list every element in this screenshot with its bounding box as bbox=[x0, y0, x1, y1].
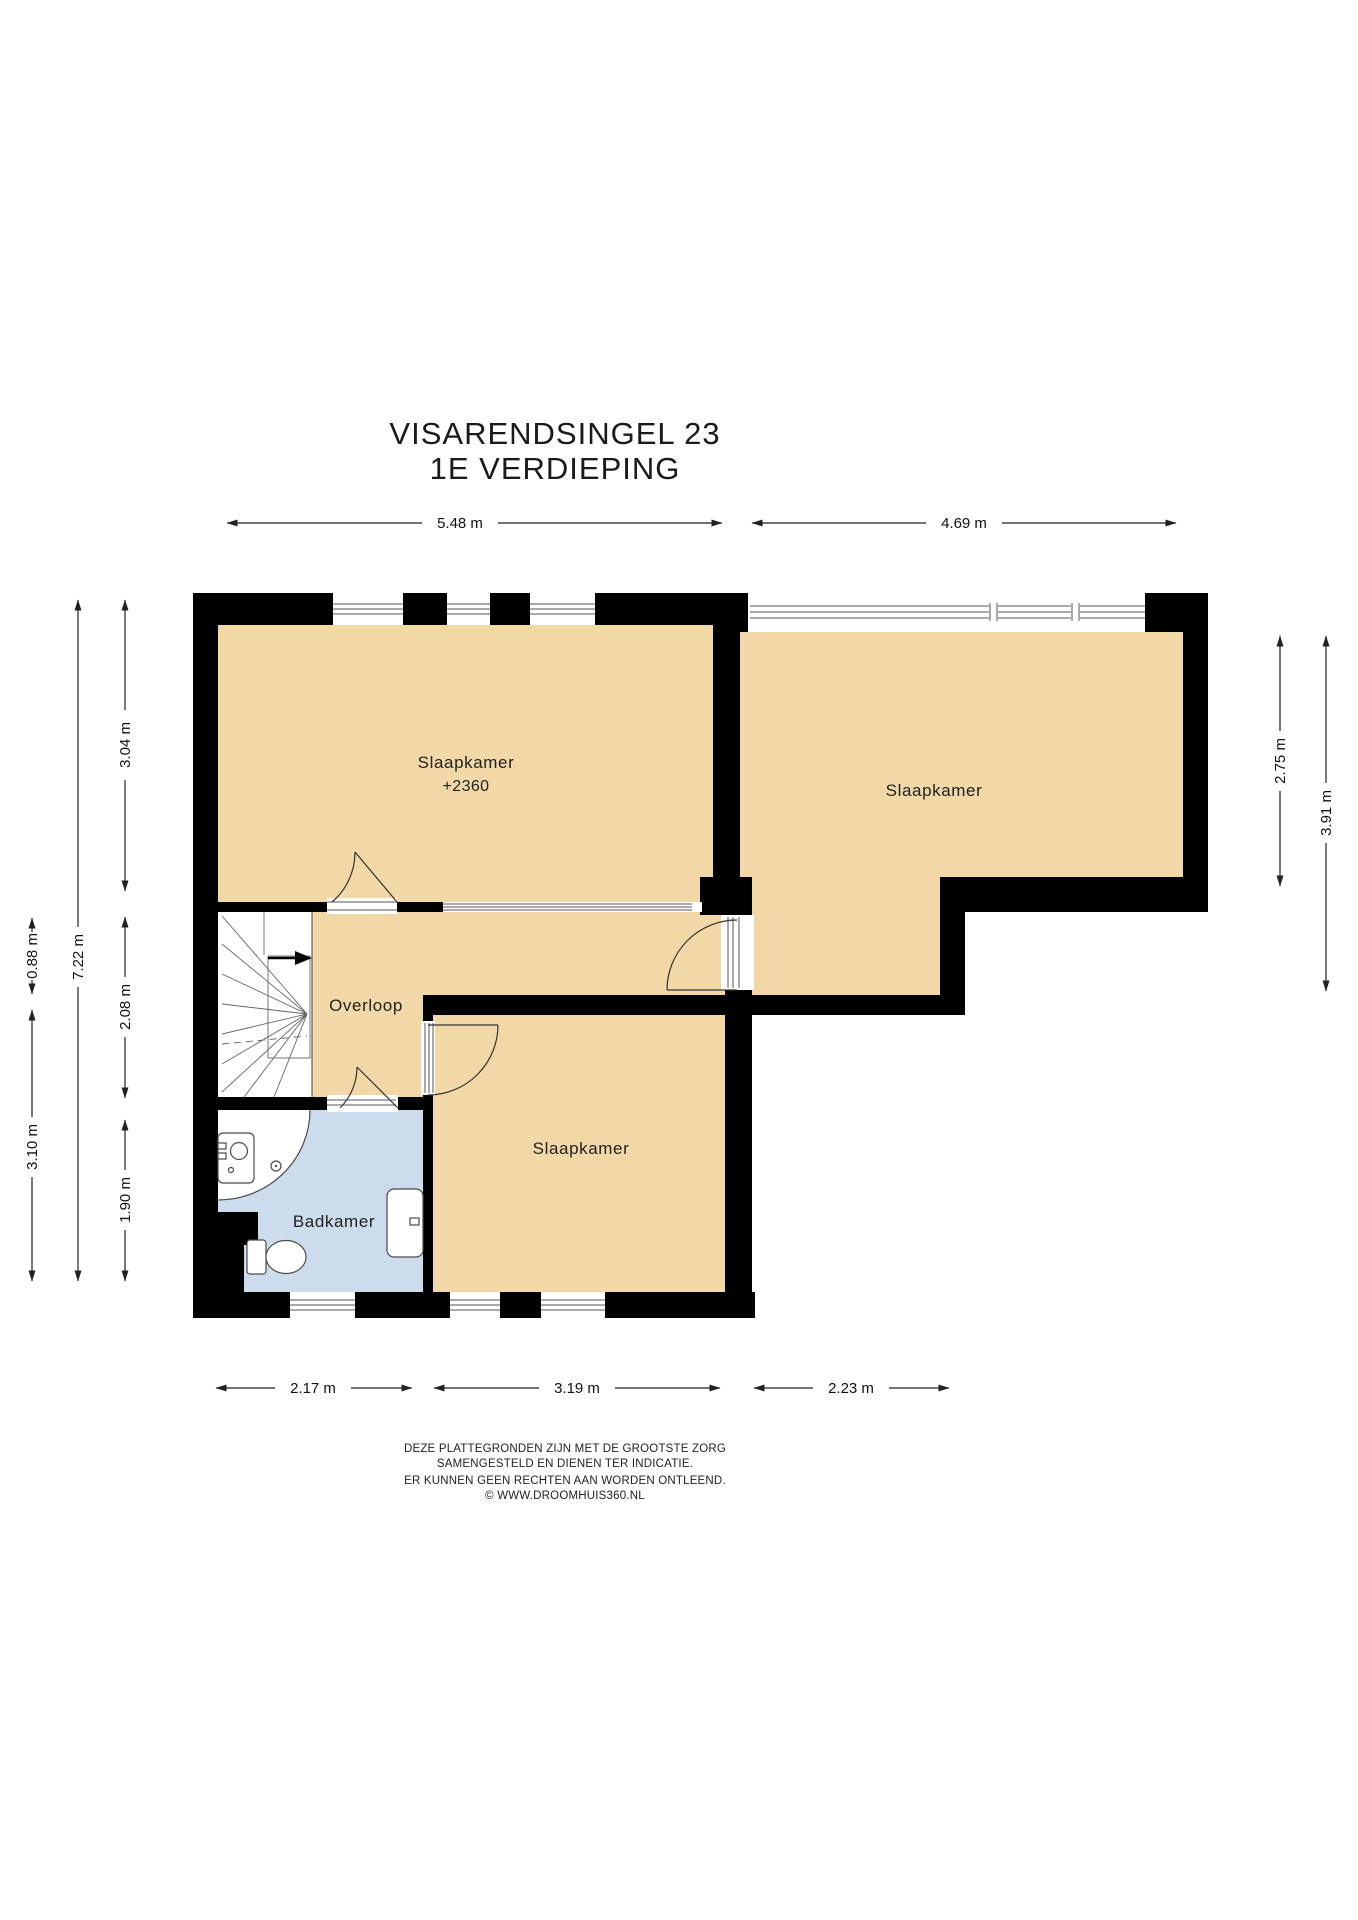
footer-line-3: ER KUNNEN GEEN RECHTEN AAN WORDEN ONTLEEND. bbox=[404, 1475, 726, 1487]
wall-divider-bedrooms bbox=[713, 593, 740, 877]
dimensions-bottom bbox=[216, 1380, 949, 1397]
sink-bowl bbox=[231, 1143, 248, 1160]
wall-step-horizontal bbox=[940, 877, 1208, 912]
room-label-bedroom-top-left: Slaapkamer bbox=[417, 753, 515, 772]
door-opening bbox=[721, 915, 754, 990]
plan-subtitle: 1E VERDIEPING bbox=[429, 451, 681, 486]
dim-left-088: 0.88 m bbox=[24, 933, 41, 979]
radiator-valve bbox=[410, 1218, 419, 1225]
room-label-bathroom: Badkamer bbox=[292, 1212, 376, 1231]
footer-line-2: SAMENGESTELD EN DIENEN TER INDICATIE. bbox=[436, 1458, 694, 1470]
dim-top-left: 5.48 m bbox=[437, 515, 483, 532]
footer-line-1: DEZE PLATTEGRONDEN ZIJN MET DE GROOTSTE ZORG bbox=[403, 1443, 727, 1455]
room-label-bedroom-top-right: Slaapkamer bbox=[885, 781, 983, 800]
door-opening bbox=[327, 898, 397, 914]
dim-bottom-2: 3.19 m bbox=[554, 1380, 600, 1397]
sink-tap bbox=[218, 1153, 226, 1159]
room-label-landing: Overloop bbox=[329, 996, 403, 1015]
dimensions-right bbox=[1272, 636, 1335, 991]
dimensions-top bbox=[227, 515, 1176, 532]
dim-bottom-1: 2.17 m bbox=[290, 1380, 336, 1397]
sink-knob bbox=[229, 1168, 234, 1173]
plan-title: VISARENDSINGEL 23 bbox=[389, 416, 721, 451]
dim-left-304: 3.04 m bbox=[117, 722, 134, 768]
room-fills bbox=[218, 622, 1183, 1292]
wall-step-vertical bbox=[940, 877, 965, 1015]
dim-left-208: 2.08 m bbox=[117, 984, 134, 1030]
dim-right-275: 2.75 m bbox=[1272, 738, 1289, 784]
room-label-bedroom-height: +2360 bbox=[442, 778, 490, 795]
dim-top-right: 4.69 m bbox=[941, 515, 987, 532]
footer-disclaimer bbox=[404, 1443, 726, 1502]
dim-left-310: 3.10 m bbox=[24, 1124, 41, 1170]
wall-landing-bedroom3 bbox=[423, 995, 725, 1015]
dim-left-722: 7.22 m bbox=[70, 934, 87, 980]
room-label-bedroom-middle: Slaapkamer bbox=[532, 1139, 630, 1158]
dimensions-left bbox=[24, 600, 134, 1281]
wall-right bbox=[1183, 593, 1208, 912]
dim-bottom-3: 2.23 m bbox=[828, 1380, 874, 1397]
dim-right-391: 3.91 m bbox=[1318, 790, 1335, 836]
wall-left bbox=[193, 593, 218, 1318]
toilet-bowl-icon bbox=[266, 1241, 306, 1274]
wall-bedroom2-bottom bbox=[725, 995, 965, 1015]
sink-tap bbox=[218, 1143, 226, 1149]
interior-window bbox=[443, 902, 702, 912]
dim-left-190: 1.90 m bbox=[117, 1177, 134, 1223]
footer-line-4: © WWW.DROOMHUIS360.NL bbox=[485, 1490, 645, 1502]
toilet-tank bbox=[247, 1240, 266, 1274]
wall-pier-lower bbox=[218, 1245, 244, 1292]
shower-drain-dot bbox=[275, 1165, 277, 1167]
